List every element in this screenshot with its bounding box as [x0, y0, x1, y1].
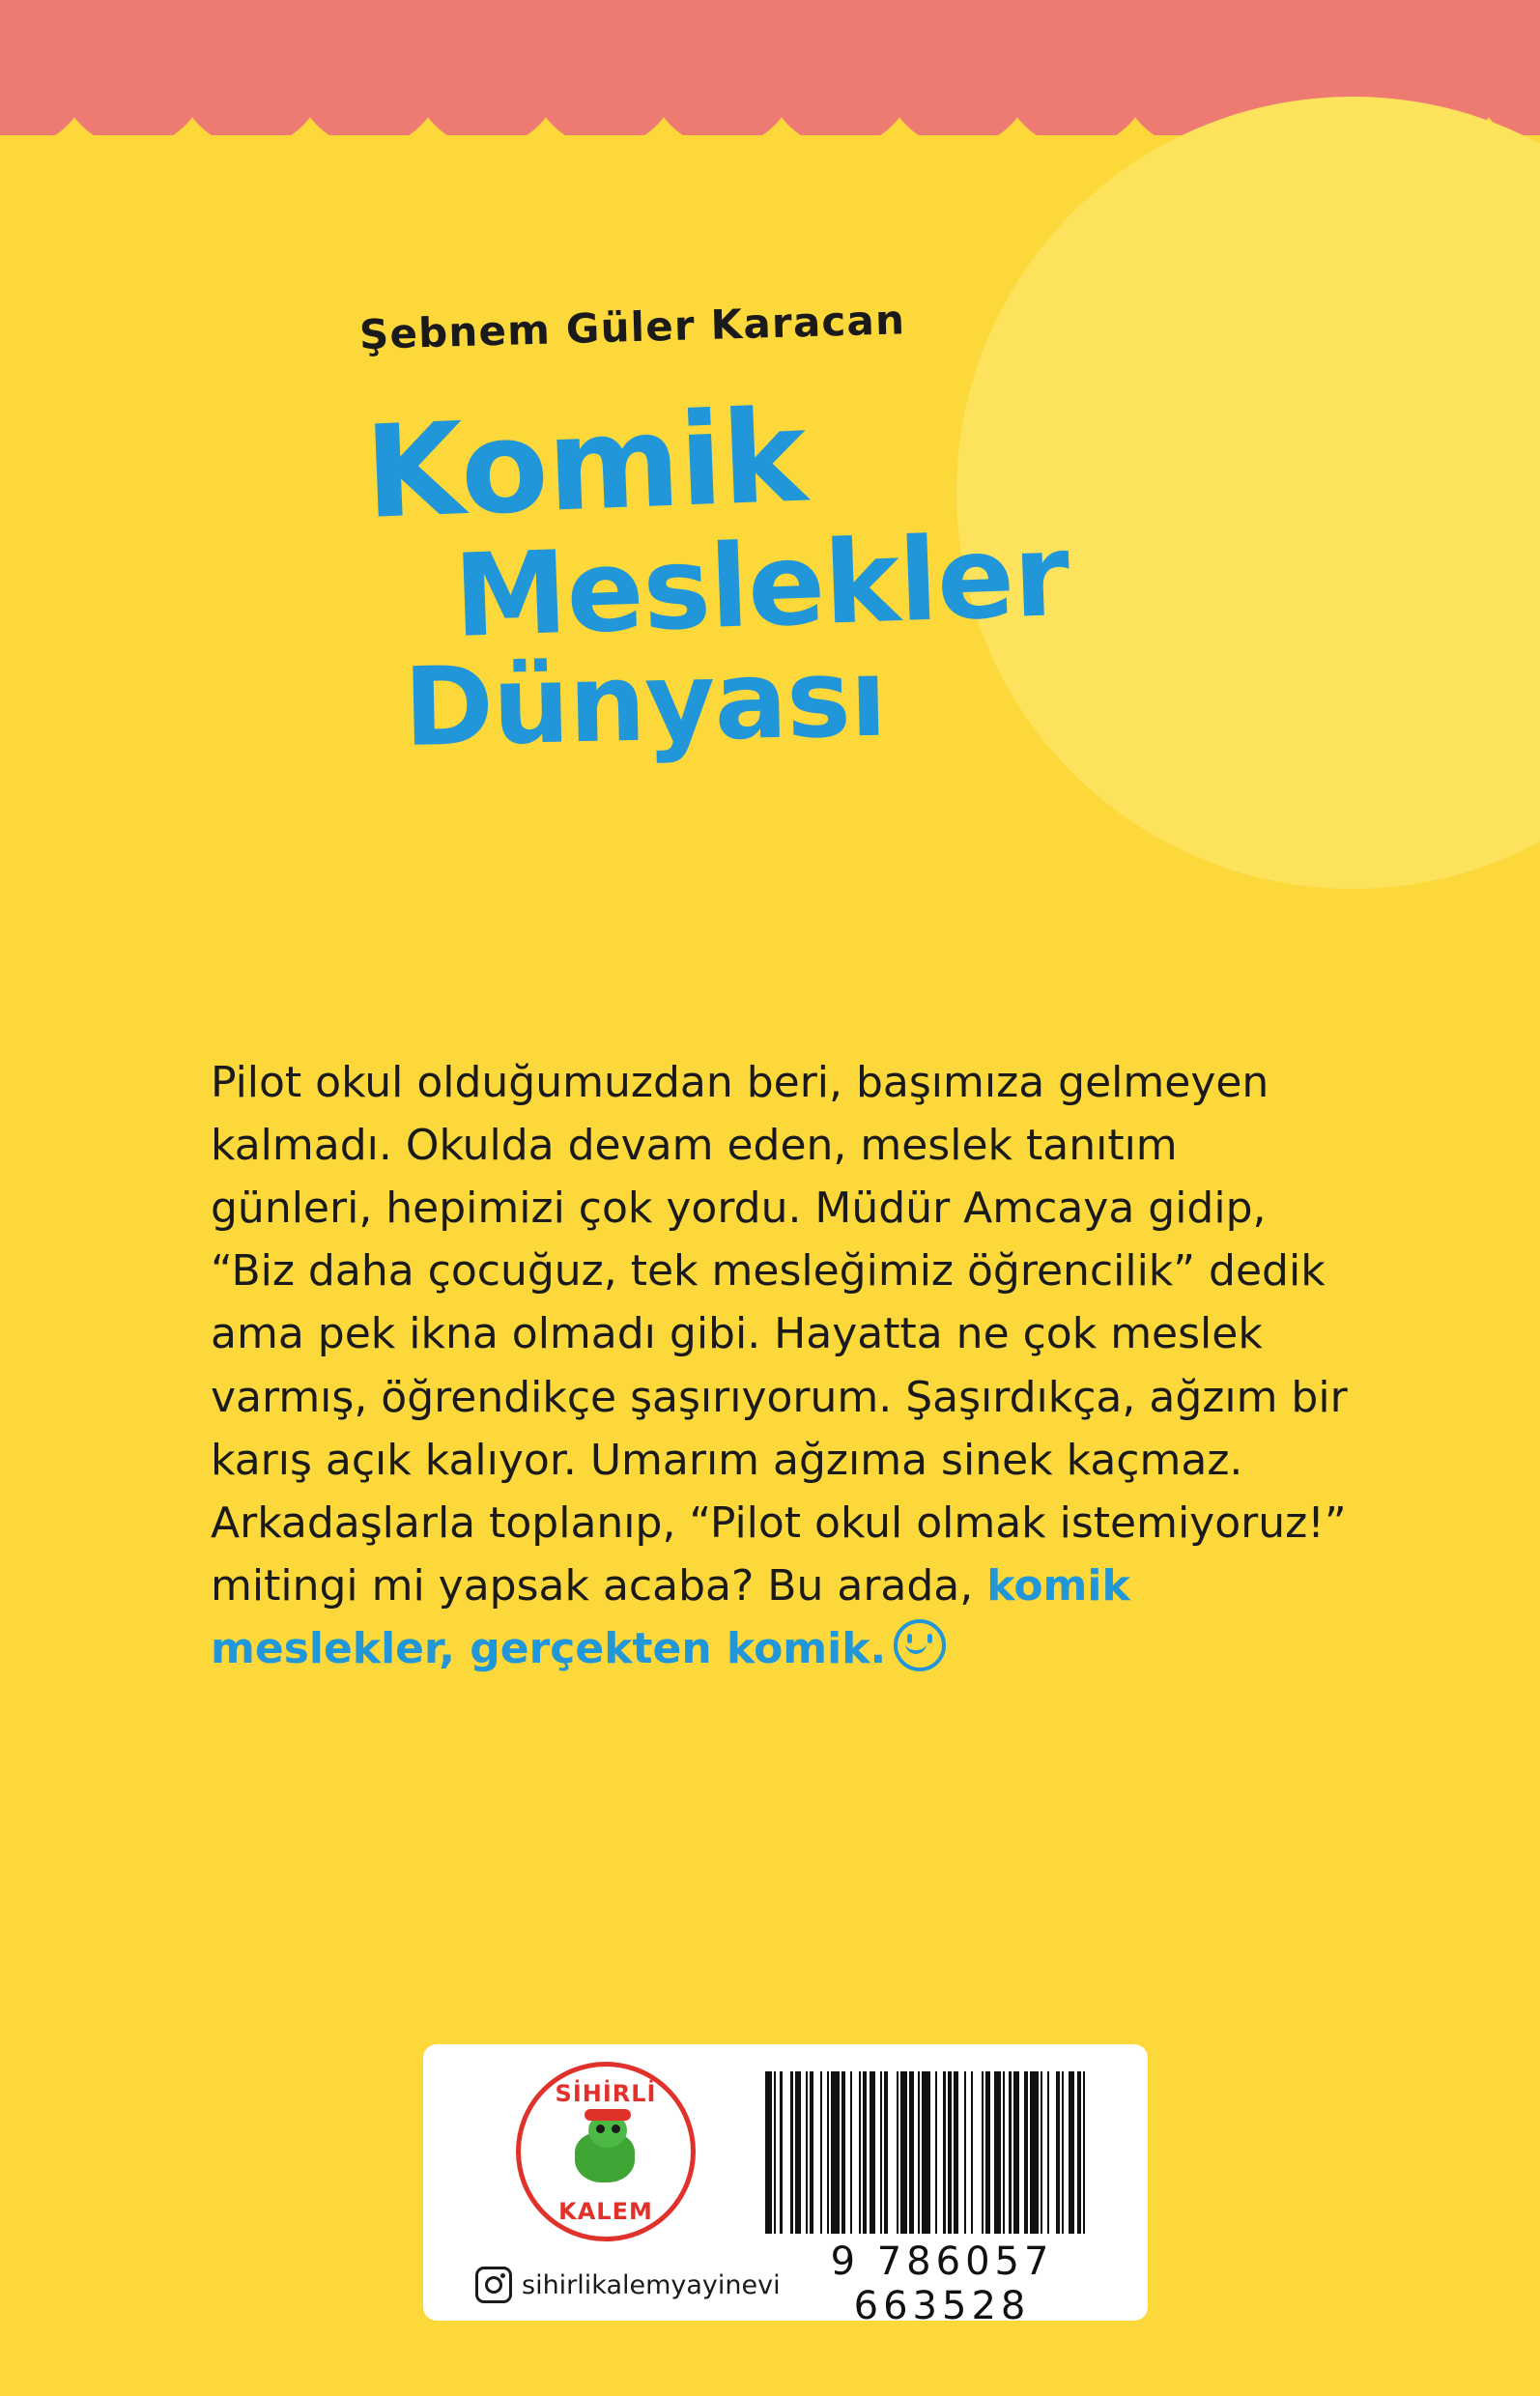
publisher-logo: [516, 2062, 696, 2241]
logo-bottom-text: KALEM: [558, 2198, 653, 2225]
blurb-highlight: komik meslekler, gerçekten komik.: [211, 1560, 1130, 1673]
title-line-2: Meslekler: [451, 508, 1071, 664]
social-handle-row[interactable]: [475, 2267, 781, 2303]
book-title: [348, 382, 1217, 771]
footer-panel: [423, 2044, 1148, 2328]
title-line-3: Dünyası: [402, 635, 888, 771]
title-line-1: Komik: [362, 382, 809, 548]
social-handle-text: sihirlikalemyayinevi: [522, 2269, 781, 2300]
barcode-bars: [765, 2071, 1119, 2234]
smiley-face-icon: [894, 1619, 946, 1671]
author-name: Şebnem Güler Karacan: [358, 296, 906, 358]
barcode: [765, 2071, 1119, 2328]
turtle-mascot-icon: [567, 2113, 644, 2188]
blurb-text: [211, 1051, 1351, 1680]
publisher-block: [456, 2062, 781, 2300]
logo-top-text: SİHİRLİ: [555, 2080, 657, 2107]
barcode-digits: 9 786057 663528: [830, 2239, 1054, 2328]
blurb-body: Pilot okul olduğumuzdan beri, başımıza gelmeyen kalmadı. Okulda devam eden, meslek tanıtım günleri, hepimizi çok yordu. Müdür Amcaya gidip, “Biz daha çocuğuz, tek mesleğimiz öğrencilik” dedik ama pek ikna olmadı gibi. Hayatta ne çok meslek varmış, öğrendikçe şaşırıyorum. Şaşırdıkça, ağzım bir karış açık kalıyor. Umarım ağzıma sinek kaçmaz. Arkadaşlarla toplanıp, “Pilot okul olmak istemiyoruz!” mitingi mi yapsak acaba? Bu arada,: [211, 1058, 1348, 1611]
instagram-icon[interactable]: [475, 2267, 512, 2303]
